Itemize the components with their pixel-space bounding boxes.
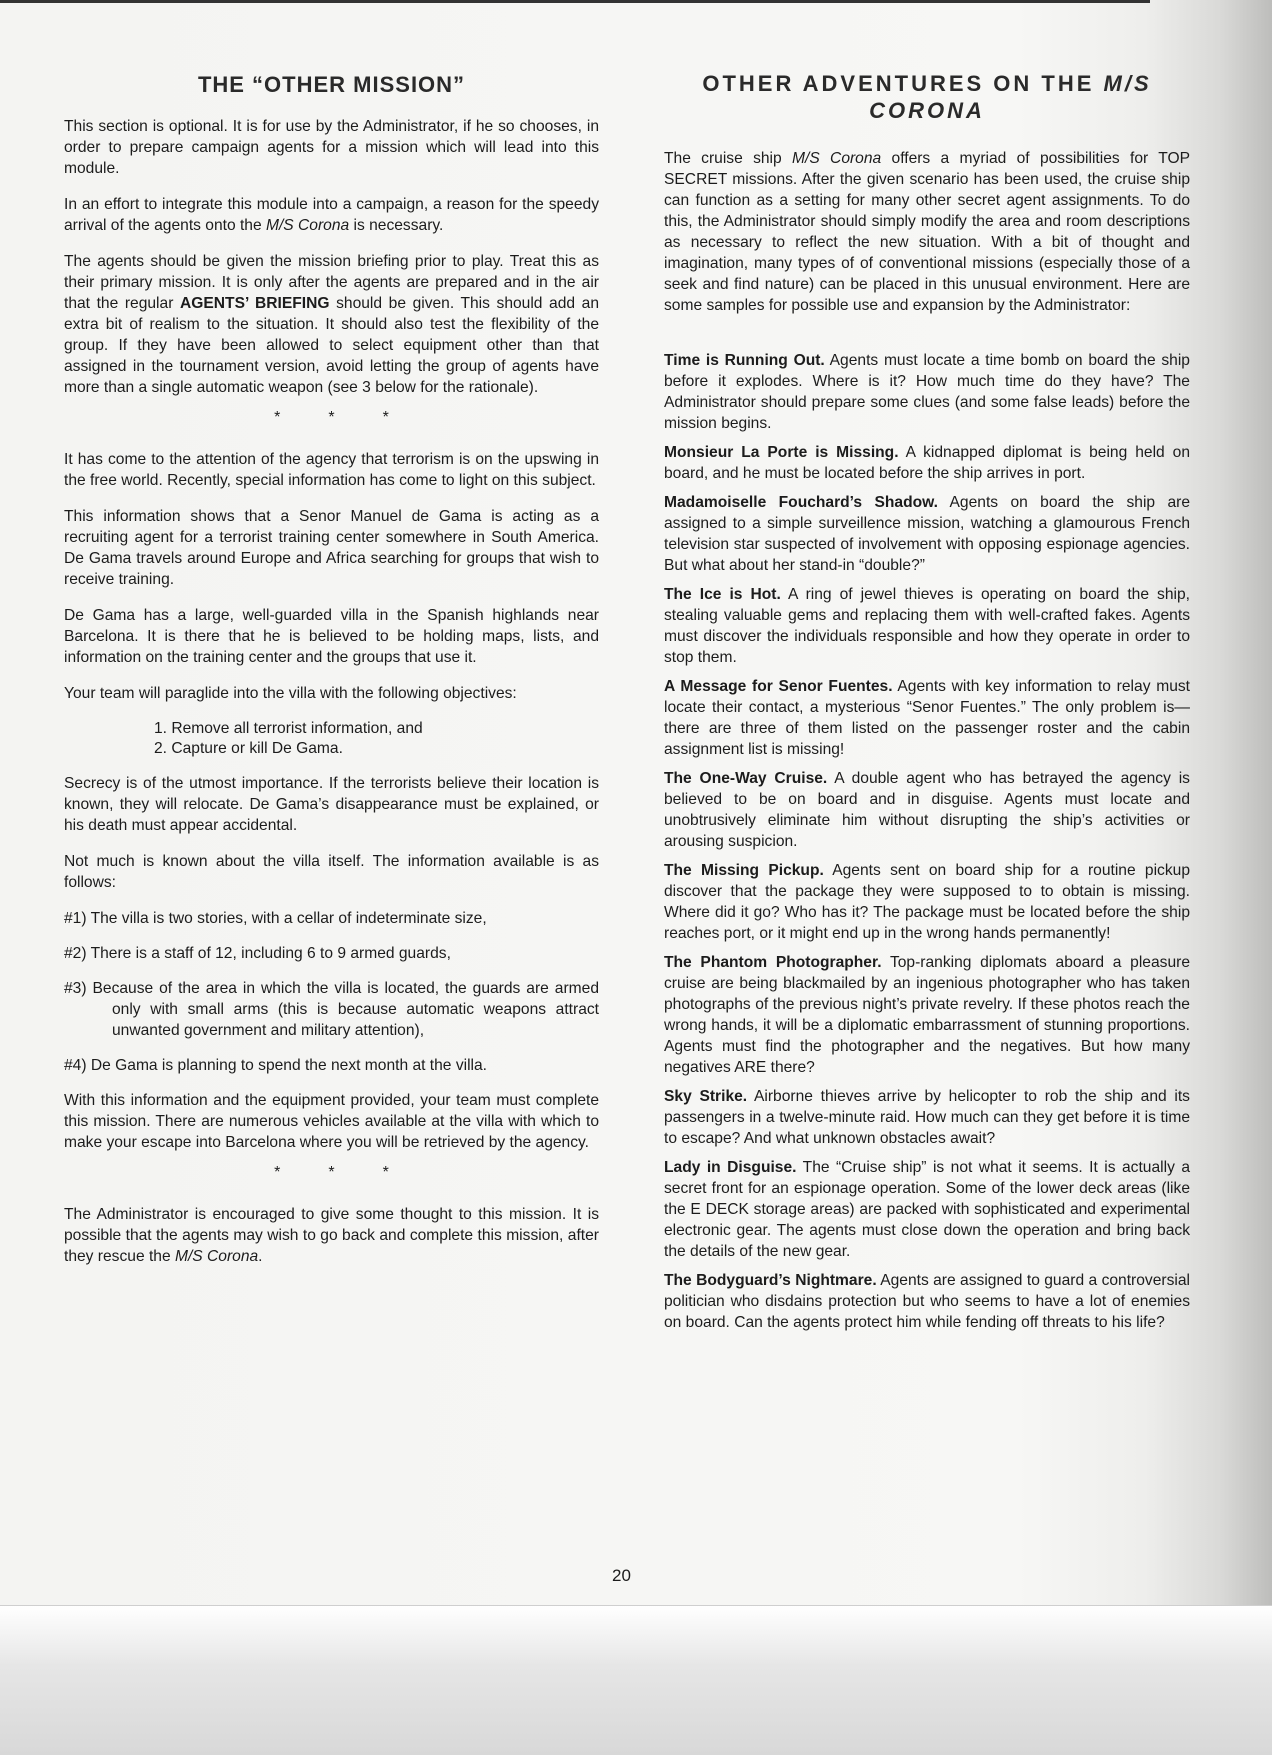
paragraph: The Administrator is encouraged to give some thought to this mission. It is possible that the agents may wish to go back and complete this mission, after they rescue the M/S Corona. bbox=[64, 1206, 599, 1265]
section-title-other-adventures: OTHER ADVENTURES ON THE M/S CORONA bbox=[702, 71, 1152, 123]
adventure-item: Lady in Disguise. The “Cruise ship” is not what it seems. It is actually a secret front for an espionage operation. Some of the lower deck areas (like the E DECK storage areas) are packed with sophisticated and experimental electronic gear. The agents must close down the operation and bring back the details of the new gear. bbox=[664, 1159, 1190, 1260]
adventure-item: Sky Strike. Airborne thieves arrive by helicopter to rob the ship and its passengers in a twelve-minute raid. How much can they get before it is time to escape? And what unknown obstacles await? bbox=[664, 1088, 1190, 1147]
section-separator: * * * bbox=[274, 1164, 389, 1181]
objectives-list bbox=[64, 719, 599, 759]
paragraph: Secrecy is of the utmost importance. If the terrorists believe their location is known, they will relocate. De Gama’s disappearance must be explained, or his death must appear accidental. bbox=[64, 775, 599, 834]
paragraph: This section is optional. It is for use by the Administrator, if he so chooses, in order to prepare campaign agents for a mission which will lead into this module. bbox=[64, 118, 599, 177]
paragraph: It has come to the attention of the agency that terrorism is on the upswing in the free world. Recently, special information has come to light on this subject. bbox=[64, 451, 599, 489]
paragraph: In an effort to integrate this module into a campaign, a reason for the speedy arrival of the agents onto the M/S Corona is necessary. bbox=[64, 196, 599, 234]
adventure-item: The Phantom Photographer. Top-ranking diplomats aboard a pleasure cruise are being blackmailed by an ingenious photographer who has taken photographs of the previous night’s private revelry. If these photos reach the wrong hands, it will be a diplomatic embarrassment of stunning proportions. Agents must find the photographer and the negatives. But how many negatives ARE there? bbox=[664, 954, 1190, 1076]
adventure-item: The One-Way Cruise. A double agent who has betrayed the agency is believed to be on board and in disguise. Agents must locate and unobtrusively eliminate him without disrupting the ship’s activities or arousing suspicion. bbox=[664, 770, 1190, 850]
top-edge-line bbox=[0, 0, 1150, 3]
list-item: #3) Because of the area in which the villa is located, the guards are armed only with small arms (this is because automatic weapons attract unwanted government and military attention), bbox=[64, 980, 599, 1039]
paragraph: Your team will paraglide into the villa with the following objectives: bbox=[64, 685, 517, 702]
adventure-item: The Ice is Hot. A ring of jewel thieves is operating on board the ship, stealing valuable gems and replacing them with well-crafted fakes. Agents must discover the individuals responsible and how they operate in order to stop them. bbox=[664, 586, 1190, 666]
page-number: 20 bbox=[612, 1566, 631, 1585]
right-column bbox=[664, 60, 1190, 1341]
section-separator: * * * bbox=[274, 409, 389, 426]
left-column bbox=[64, 60, 599, 1282]
list-item: #1) The villa is two stories, with a cellar of indeterminate size, bbox=[64, 910, 487, 927]
adventure-item: Monsieur La Porte is Missing. A kidnapped diplomat is being held on board, and he must be located before the ship arrives in port. bbox=[664, 444, 1190, 482]
paragraph: With this information and the equipment provided, your team must complete this mission. There are numerous vehicles available at the villa with which to make your escape into Barcelona where you will be retrieved by the agency. bbox=[64, 1092, 599, 1151]
paragraph: De Gama has a large, well-guarded villa in the Spanish highlands near Barcelona. It is there that he is believed to be holding maps, lists, and information on the training center and the groups that use it. bbox=[64, 607, 599, 666]
paragraph: The agents should be given the mission briefing prior to play. Treat this as their primary mission. It is only after the agents are prepared and in the air that the regular AGENTS’ BRIEFING should be given. This should add an extra bit of realism to the situation. It should also test the flexibility of the group. If they have been allowed to select equipment other than that assigned in the tournament version, avoid letting the group of agents have more than a single automatic weapon (see 3 below for the rationale). bbox=[64, 253, 599, 396]
list-item: #2) There is a staff of 12, including 6 to 9 armed guards, bbox=[64, 945, 451, 962]
section-title-other-mission: THE “OTHER MISSION” bbox=[197, 72, 466, 97]
list-item: 2. Capture or kill De Gama. bbox=[154, 740, 343, 757]
paragraph: Not much is known about the villa itself. The information available is as follows: bbox=[64, 853, 599, 891]
adventure-item: A Message for Senor Fuentes. Agents with key information to relay must locate their contact, a mysterious “Senor Fuentes.” The only problem is—there are three of them listed on the passenger roster and the cabin assignment list is missing! bbox=[664, 678, 1190, 758]
page-bottom-edge bbox=[0, 1605, 1272, 1755]
adventure-item: The Bodyguard’s Nightmare. Agents are assigned to guard a controversial politician who disdains protection but who seems to have a lot of enemies on board. Can the agents protect him while fending off threats to his life? bbox=[664, 1272, 1190, 1331]
paragraph: The cruise ship M/S Corona offers a myriad of possibilities for TOP SECRET missions. After the given scenario has been used, the cruise ship can function as a setting for many other secret agent assignments. To do this, the Administrator should simply modify the area and room descriptions as necessary to reflect the new situation. With a bit of thought and imagination, many types of of conventional missions (especially those of a seek and find nature) can be placed in this unusual environment. Here are some samples for possible use and expansion by the Administrator: bbox=[664, 150, 1191, 314]
adventure-item: Madamoiselle Fouchard’s Shadow. Agents on board the ship are assigned to a simple surveillence mission, watching a glamourous French television star suspected of involvement with opposing espionage agencies. But what about her stand-in “double?” bbox=[664, 494, 1190, 574]
adventure-item: Time is Running Out. Agents must locate a time bomb on board the ship before it explodes. Where is it? How much time do they have? The Administrator should prepare some clues (and some false leads) before the mission begins. bbox=[664, 352, 1190, 432]
paragraph: This information shows that a Senor Manuel de Gama is acting as a recruiting agent for a terrorist training center somewhere in South America. De Gama travels around Europe and Africa searching for groups that wish to receive training. bbox=[64, 508, 599, 588]
adventure-item: The Missing Pickup. Agents sent on board ship for a routine pickup discover that the package they were supposed to to obtain is missing. Where did it go? Who has it? The package must be located before the ship reaches port, or it might end up in the wrong hands permanently! bbox=[664, 862, 1190, 942]
list-item: #4) De Gama is planning to spend the next month at the villa. bbox=[64, 1057, 488, 1074]
list-item: 1. Remove all terrorist information, and bbox=[154, 720, 423, 737]
